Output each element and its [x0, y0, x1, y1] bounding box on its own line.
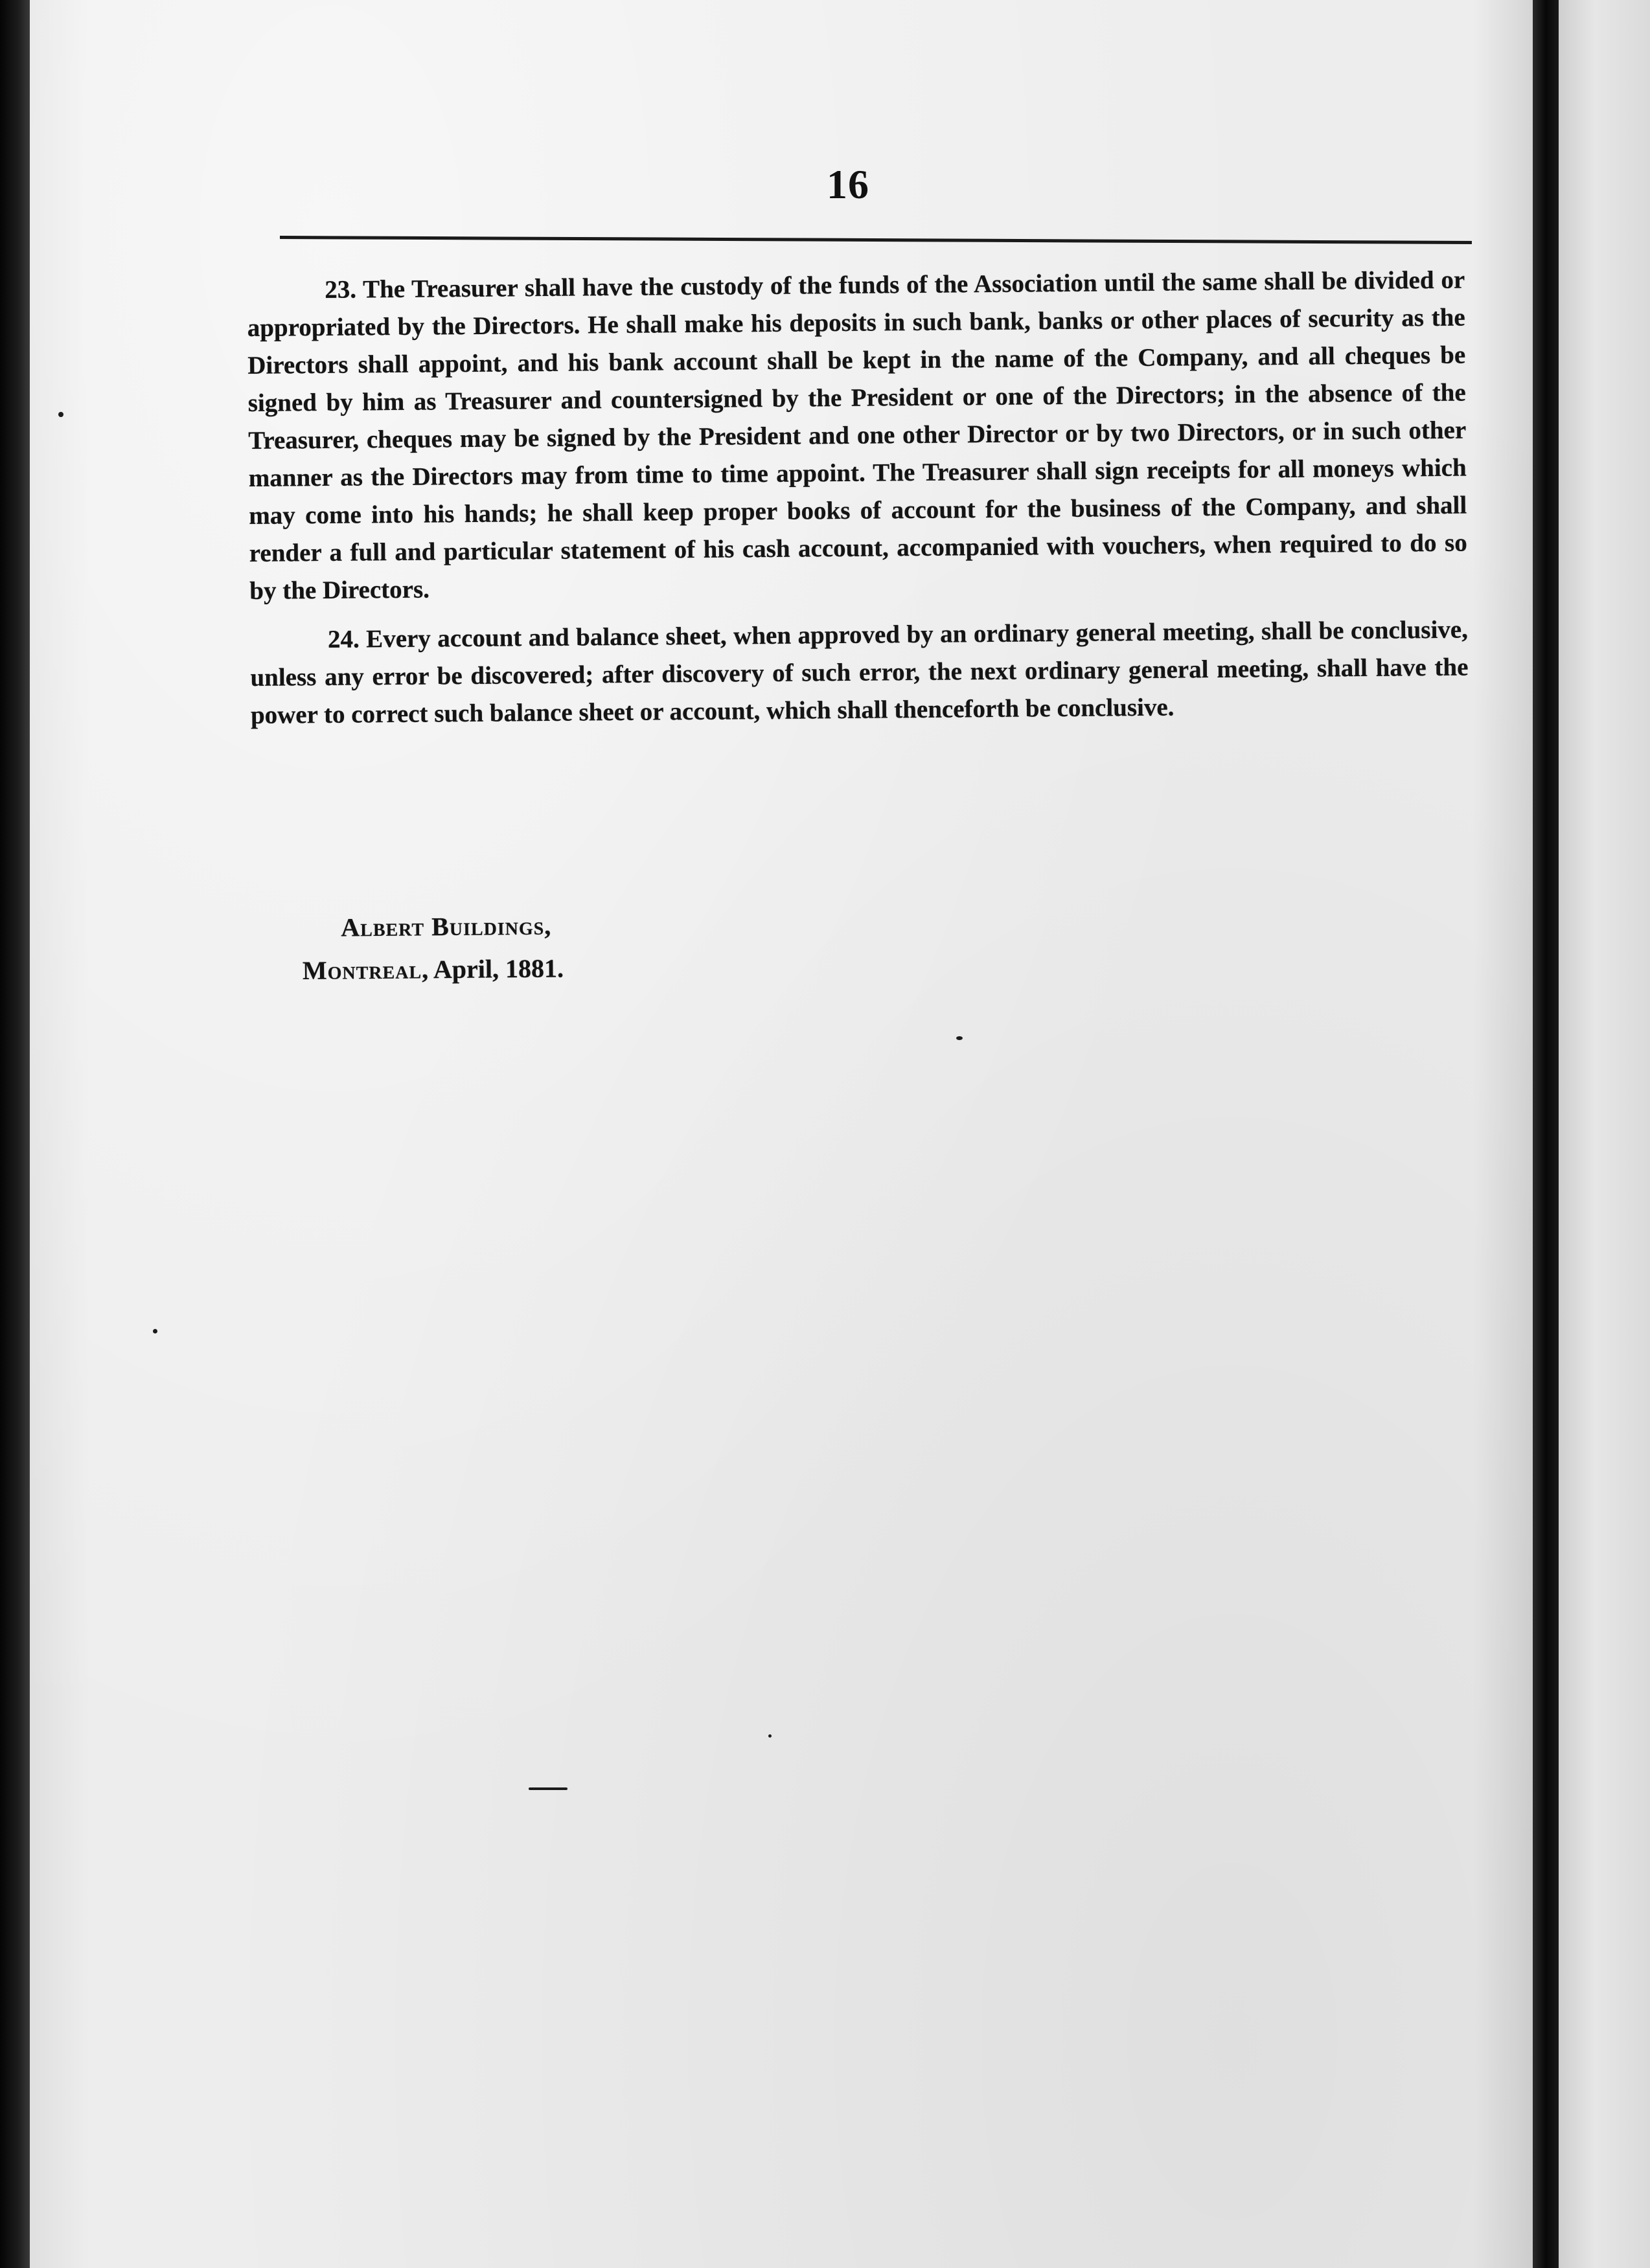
scan-left-edge	[0, 0, 30, 2268]
scan-speck	[768, 1734, 772, 1738]
header-rule	[280, 236, 1472, 244]
signature-date: , April, 1881.	[421, 953, 564, 984]
document-page	[30, 0, 1533, 2268]
signature-block	[302, 904, 564, 992]
scan-speck	[58, 412, 63, 417]
signature-city: Montreal	[302, 955, 422, 985]
signature-place: Albert Buildings,	[341, 911, 552, 942]
signature-date-line	[303, 947, 564, 992]
scan-speck	[956, 1036, 963, 1040]
paragraph-23: 23. The Treasurer shall have the custody of the funds of the Association until the same shall be divided or appropriated by the Directors. He shall make his deposits in such bank, banks or other places of security as the Directors shall appoint, and his bank account shall be kept in the name of the Company, and all cheques be signed by him as Treasurer and countersigned by the President or one of the Directors; in the absence of the Treasurer, cheques may be signed by the President and one other Director or by two Directors, or in such other manner as the Directors may from time to time appoint. The Treasurer shall sign receipts for all moneys which may come into his hands; he shall keep proper books of account for the business of the Company, and shall render a full and particular statement of his cash account, accompanied with vouchers, when required to do so by the Directors.	[247, 266, 1467, 605]
page-number: 16	[827, 161, 869, 207]
body-text	[247, 262, 1469, 746]
bleed-through-text	[192, 842, 1442, 898]
paragraph-24: 24. Every account and balance sheet, when approved by an ordinary general meeting, shall be conclusive, unless any error be discovered; after discovery of such error, the next ordinary general meeting, shall have the power to correct such balance sheet or account, which shall thenceforth be conclusive.	[250, 615, 1469, 729]
adjacent-page-edge	[1559, 0, 1650, 2268]
scan-speck	[529, 1787, 567, 1790]
scan-speck	[153, 1329, 157, 1333]
book-gutter	[1533, 0, 1559, 2268]
